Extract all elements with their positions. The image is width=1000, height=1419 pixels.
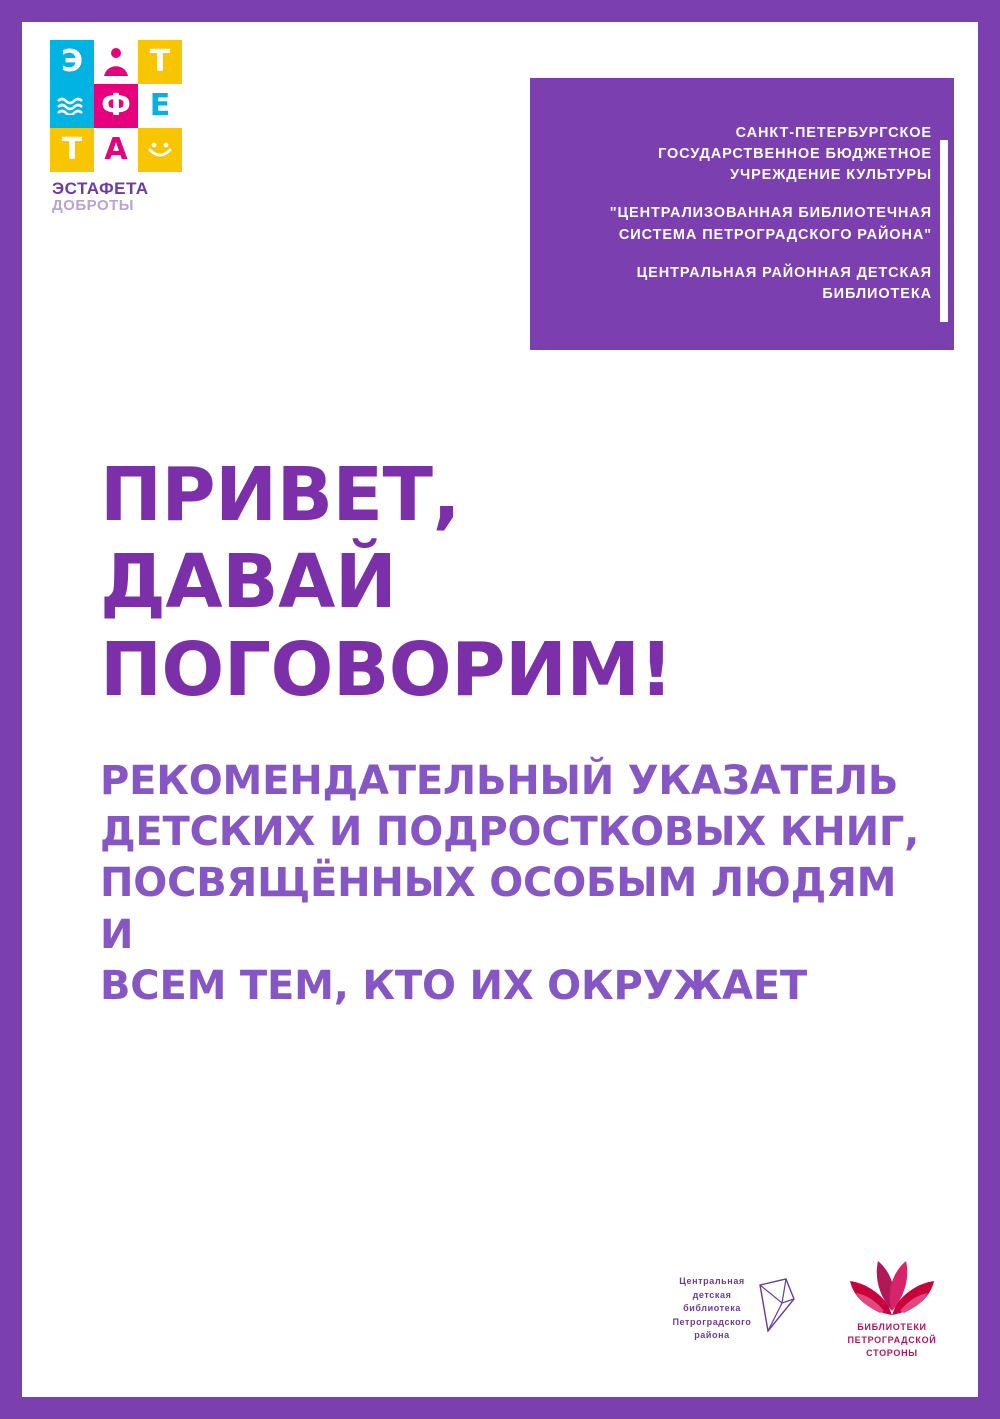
cdb-line1: Центральная: [679, 1276, 745, 1287]
org-group-institution: [658, 123, 932, 186]
flame-book-icon: [840, 1255, 944, 1319]
org-box-white-tab: [940, 140, 948, 322]
bps-line1: БИБЛИОТЕКИ: [857, 1322, 927, 1332]
page-title-line2: ДАВАЙ ПОГОВОРИМ!: [100, 539, 673, 713]
cdb-logo-text: [668, 1275, 756, 1343]
poster-page: [22, 22, 978, 1397]
footer-logos: [622, 1249, 952, 1369]
logo-cell-t: Т: [138, 40, 182, 84]
logo-cell-t2: Т: [50, 128, 94, 172]
bps-line3: СТОРОНЫ: [866, 1348, 918, 1359]
cdb-line2: детская: [692, 1289, 732, 1300]
org-line-4: "ЦЕНТРАЛИЗОВАННАЯ БИБЛИОТЕЧНАЯ: [609, 205, 932, 222]
wave-icon: [57, 97, 87, 115]
logo-cell-f: Ф: [94, 84, 138, 128]
org-line-6: ЦЕНТРАЛЬНАЯ РАЙОННАЯ ДЕТСКАЯ: [636, 264, 932, 281]
smile-face-icon: [145, 140, 175, 160]
org-line-1: САНКТ-ПЕТЕРБУРГСКОЕ: [735, 125, 932, 142]
logo-caption-line1: ЭСТАФЕТА: [52, 179, 149, 198]
subtitle-line3: ПОСВЯЩЁННЫХ ОСОБЫМ ЛЮДЯМ И: [100, 860, 897, 958]
org-group-system: [610, 203, 932, 245]
bps-line2: ПЕТРОГРАДСКОЙ: [847, 1335, 937, 1346]
logo-caption: [52, 180, 210, 214]
person-icon: [101, 46, 131, 78]
subtitle-line4: ВСЕМ ТЕМ, КТО ИХ ОКРУЖАЕТ: [100, 962, 807, 1009]
cdb-line5: района: [694, 1330, 730, 1341]
logo-cell-a: А: [94, 128, 138, 172]
bps-logo-text: [848, 1321, 937, 1360]
logo-cell-person-icon: [94, 40, 138, 84]
org-line-3: УЧРЕЖДЕНИЕ КУЛЬТУРЫ: [730, 167, 932, 184]
org-line-5: СИСТЕМА ПЕТРОГРАДСКОГО РАЙОНА": [618, 226, 932, 243]
open-book-icon: [756, 1277, 798, 1335]
org-line-2: ГОСУДАРСТВЕННОЕ БЮДЖЕТНОЕ: [658, 146, 932, 163]
cdb-line4: Петроградского: [672, 1316, 752, 1327]
org-line-7: БИБЛИОТЕКА: [822, 285, 932, 302]
logo-cell-e: Э: [50, 40, 94, 84]
logo-cell-wave-icon: [50, 84, 94, 128]
logo-cell-smile-icon: [138, 128, 182, 172]
page-title-line1: ПРИВЕТ,: [100, 452, 461, 538]
subtitle-line2: ДЕТСКИХ И ПОДРОСТКОВЫХ КНИГ,: [100, 809, 920, 856]
logo-grid: [50, 40, 182, 172]
logo-caption-line2: ДОБРОТЫ: [52, 196, 134, 214]
title-block: [100, 452, 920, 1012]
organization-box: [530, 78, 954, 350]
central-childrens-library-logo: [668, 1261, 798, 1357]
subtitle: [100, 756, 920, 1012]
subtitle-line1: РЕКОМЕНДАТЕЛЬНЫЙ УКАЗАТЕЛЬ: [100, 757, 899, 804]
cdb-line3: библиотека: [683, 1303, 741, 1314]
org-group-library: [637, 263, 932, 305]
logo-cell-ye: Е: [138, 84, 182, 128]
organization-text: [552, 78, 932, 350]
petrogradskaya-libraries-logo: [832, 1255, 952, 1363]
estafeta-dobroty-logo: [50, 40, 210, 214]
